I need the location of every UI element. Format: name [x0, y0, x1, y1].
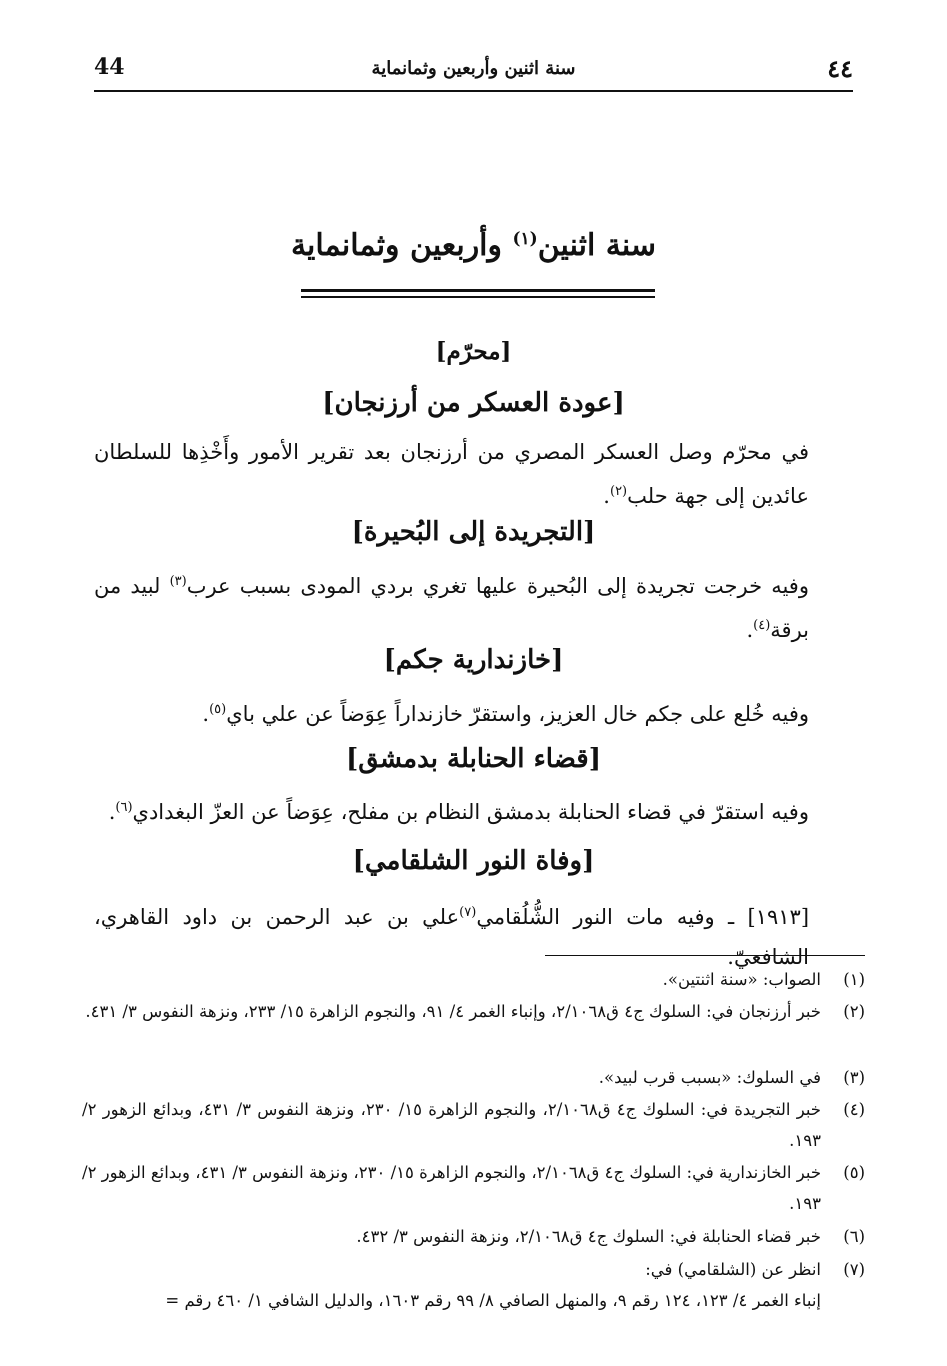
year-title-text-start: سنة اثنين — [537, 228, 657, 263]
paragraph-text: في محرّم وصل العسكر المصري من أرزنجان بعد تقرير الأمور وأَخْذِها للسلطان عائدين إلى جهة حلب — [94, 440, 809, 508]
section-heading: [قضاء الحنابلة بدمشق] — [346, 744, 601, 774]
footnote — [82, 996, 865, 1027]
footnote — [82, 964, 865, 995]
paragraph-text: وفيه خُلع على جكم خال العزيز، واستقرّ خازنداراً عِوَضاً عن علي باي — [226, 702, 809, 726]
footnote — [82, 1221, 865, 1252]
section-heading: [التجريدة إلى البُحيرة] — [351, 517, 596, 547]
footnote-ref: (٥) — [209, 702, 227, 717]
section-paragraph — [94, 432, 809, 516]
footnote-ref: (٧) — [459, 905, 477, 920]
footnote-ref: (٣) — [169, 574, 187, 589]
footnote — [82, 1254, 865, 1285]
footnote-number: (٦) — [843, 1227, 865, 1246]
year-title — [0, 228, 947, 263]
section-paragraph — [94, 788, 809, 832]
footnote-text: في السلوك: «بسبب قرب لبيد». — [598, 1068, 821, 1087]
paragraph-end: . — [746, 618, 754, 642]
footnote-ref: (٦) — [115, 800, 133, 815]
section-paragraph — [94, 690, 809, 734]
year-title-text-end: وأربعين وثمانماية — [290, 228, 513, 263]
footnote-ref: (٢) — [609, 484, 628, 499]
footnote-number: (١) — [843, 970, 865, 989]
section-heading: [عودة العسكر من أرزنجان] — [322, 388, 625, 418]
page-number-arabic: ٤٤ — [827, 54, 853, 83]
footnote — [82, 1094, 865, 1156]
footnote-text: خبر أرزنجان في: السلوك ج٤ ق٢/١٠٦٨، وإنباء الغمر ٤/ ٩١، والنجوم الزاهرة ١٥/ ٢٣٣، ونزهة النفوس ٣/ ٤٣١. — [85, 1002, 821, 1021]
footnote-number: (٢) — [843, 1002, 865, 1021]
paragraph-text: علي بن عبد الرحمن بن داود القاهري، الشافعيّ. — [94, 905, 809, 969]
footnote-ref: (١) — [512, 229, 538, 249]
header-rule — [94, 90, 853, 92]
footnote-text: إنباء الغمر ٤/ ١٢٣، ١٢٤ رقم ٩، والمنهل الصافي ٨/ ٩٩ رقم ١٦٠٣، والدليل الشافي ١/ ٤٦٠ رقم = — [165, 1291, 821, 1310]
footnote-text: خبر الخازندارية في: السلوك ج٤ ق٢/١٠٦٨، والنجوم الزاهرة ١٥/ ٢٣٠، ونزهة النفوس ٣/ ٤٣١، وبدائع الزهور ٢/ ١٩٣. — [82, 1163, 822, 1213]
footnote-separator — [545, 955, 865, 956]
footnote-text: خبر قضاء الحنابلة في: السلوك ج٤ ق٢/١٠٦٨، ونزهة النفوس ٣/ ٤٣٢. — [356, 1227, 821, 1246]
page-number-latin: 44 — [94, 54, 125, 80]
footnote-number: (٥) — [843, 1163, 865, 1182]
footnote-text: خبر التجريدة في: السلوك ج٤ ق٢/١٠٦٨، والنجوم الزاهرة ١٥/ ٢٣٠، ونزهة النفوس ٣/ ٤٣١، وبدائع الزهور ٢/ ١٩٣. — [82, 1100, 822, 1150]
running-title: سنة اثنين وأربعين وثمانماية — [371, 58, 576, 79]
section-heading: [وفاة النور الشلقامي] — [352, 846, 595, 876]
title-double-rule — [301, 296, 655, 298]
footnote-number: (٣) — [843, 1068, 865, 1087]
footnote-text: الصواب: «سنة اثنتين». — [662, 970, 821, 989]
page-header — [94, 52, 853, 92]
footnote-number: (٤) — [843, 1100, 865, 1119]
paragraph-text: وفيه استقرّ في قضاء الحنابلة بدمشق النظام بن مفلح، عِوَضاً عن العزّ البغدادي — [132, 800, 809, 824]
footnote — [82, 1062, 865, 1093]
paragraph-text: لبيد من برقة — [94, 574, 809, 642]
footnote — [82, 1157, 865, 1219]
paragraph-text: وفيه خرجت تجريدة إلى البُحيرة عليها تغري بردي المودى بسبب عرب — [186, 574, 809, 598]
footnote-number: (٧) — [843, 1260, 865, 1279]
paragraph-end: . — [202, 702, 210, 726]
section-paragraph — [94, 562, 809, 650]
section-heading: [خازندارية جكم] — [383, 645, 564, 675]
title-double-rule — [301, 289, 655, 292]
month-heading: [محرّم] — [435, 338, 512, 365]
footnote-ref: (٤) — [753, 618, 771, 633]
footnote-continuation — [82, 1285, 865, 1316]
paragraph-text: [١٩١٣] ـ وفيه مات النور الشُّلُقامي — [476, 905, 810, 929]
footnote-text: انظر عن (الشلقامي) في: — [645, 1260, 821, 1279]
paragraph-end: . — [603, 484, 610, 508]
paragraph-end: . — [108, 800, 116, 824]
